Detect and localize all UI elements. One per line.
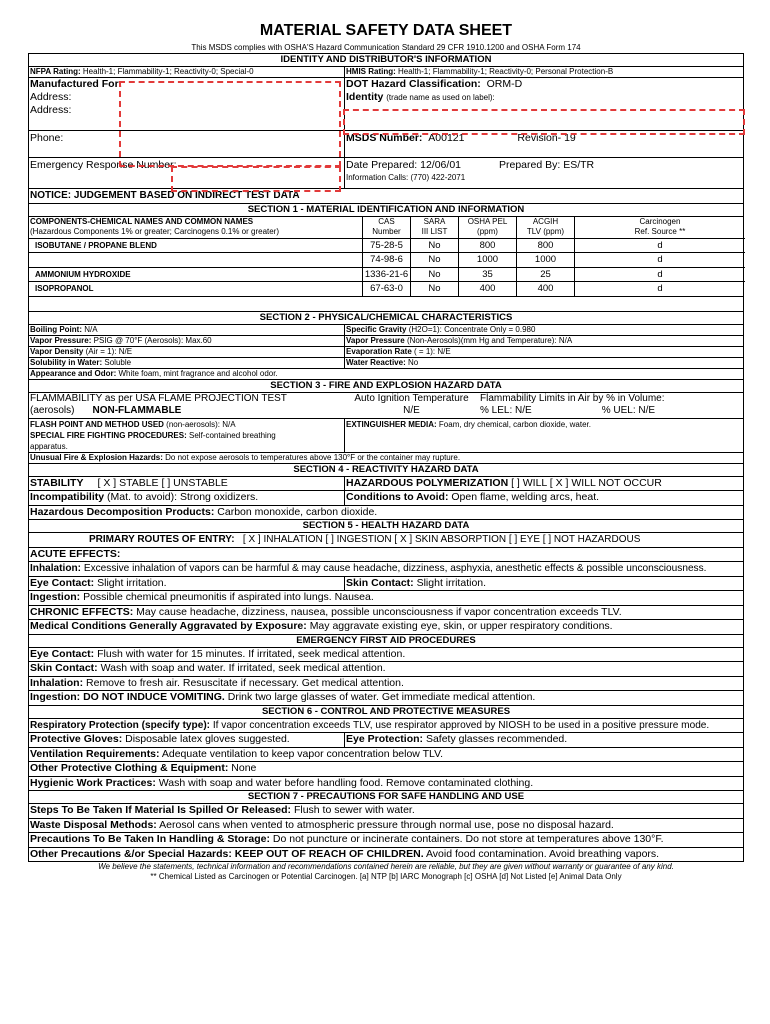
eye-protection-label: Eye Protection:	[346, 733, 424, 745]
fa-inhalation-label: Inhalation:	[30, 676, 84, 689]
osha-header: OSHA PEL	[467, 216, 508, 226]
acute-effects-label: ACUTE EFFECTS:	[30, 547, 121, 560]
gloves-value: Disposable latex gloves suggested.	[125, 733, 290, 745]
carcinogen-value: d	[575, 252, 745, 267]
address-label-1: Address:	[30, 91, 72, 103]
section3-header: SECTION 3 - FIRE AND EXPLOSION HAZARD DATA	[29, 380, 743, 393]
extinguisher-value: Foam, dry chemical, carbon dioxide, water.	[438, 419, 591, 429]
acgih-value: 1000	[517, 252, 574, 267]
hmis-rating	[344, 67, 743, 77]
emergency-number-field[interactable]	[171, 166, 341, 192]
vd-label: Vapor Density	[30, 346, 84, 356]
sff-value-2: apparatus.	[30, 441, 68, 451]
section5-header: SECTION 5 - HEALTH HAZARD DATA	[29, 520, 743, 533]
medical-conditions-label: Medical Conditions Generally Aggravated by Exposure:	[30, 620, 307, 632]
osha-value: 800	[459, 238, 516, 253]
components-subheader: (Hazardous Components 1% or greater; Carcinogens 0.1% or greater)	[30, 227, 280, 236]
disclaimer: We believe the statements, technical information and recommendations contained herein are reliable, but they are given without warranty or guarantee of any kind.	[98, 862, 674, 871]
carcinogen-header: Carcinogen	[639, 216, 681, 226]
other-precautions-value: Avoid food contamination. Avoid breathing vapors.	[425, 847, 660, 860]
revision: Revision- 19	[517, 132, 576, 144]
fa-skin-label: Skin Contact:	[30, 662, 98, 674]
stability-label: STABILITY	[30, 476, 84, 489]
chronic-label: CHRONIC EFFECTS:	[30, 605, 134, 618]
hygienic-label: Hygienic Work Practices:	[30, 776, 156, 789]
phone-label: Phone:	[30, 132, 64, 144]
components-table	[29, 217, 743, 297]
carcinogen-value: d	[575, 267, 745, 282]
flammability-label: FLAMMABILITY as per USA FLAME PROJECTION TEST	[30, 392, 287, 404]
wr-label: Water Reactive:	[346, 357, 406, 367]
acgih-header-2: TLV (ppm)	[526, 227, 565, 236]
section1-header: SECTION 1 - MATERIAL IDENTIFICATION AND INFORMATION	[29, 204, 743, 217]
sara-value: No	[411, 281, 458, 296]
extinguisher-label: EXTINGUISHER MEDIA:	[346, 419, 437, 429]
osha-value: 1000	[459, 252, 516, 267]
msds-number-label: MSDS Number:	[346, 132, 423, 144]
stability-value: [ X ] STABLE [ ] UNSTABLE	[97, 476, 228, 489]
ingestion-label: Ingestion:	[30, 591, 81, 603]
osha-value: 35	[459, 267, 516, 282]
osha-header-2: (ppm)	[477, 227, 498, 236]
identity-note: (trade name as used on label):	[386, 93, 495, 102]
fa-skin-value: Wash with soap and water. If irritated, seek medical attention.	[100, 662, 386, 674]
eye-contact-label: Eye Contact:	[30, 576, 95, 589]
respiratory-value: If vapor concentration exceeds TLV, use respirator approved by NIOSH to be used in a positive pressure mode.	[212, 719, 710, 731]
manufacturer-field[interactable]	[119, 81, 341, 167]
auto-ignition-value: N/E	[403, 405, 420, 416]
vp2-value: (Non-Aerosols)(mm Hg and Temperature): N/A	[406, 335, 573, 345]
ingestion-value: Possible chemical pneumonitis if aspirated into lungs. Nausea.	[83, 591, 374, 603]
ao-value: White foam, mint fragrance and alcohol odor.	[118, 368, 278, 378]
precautions-value: Do not puncture or incinerate containers. Do not store at temperatures above 130°F.	[272, 833, 664, 845]
fa-eye-value: Flush with water for 15 minutes. If irritated, seek medical attention.	[97, 647, 406, 660]
manufactured-for-label: Manufactured For:	[30, 78, 123, 90]
waste-label: Waste Disposal Methods:	[30, 818, 157, 831]
acgih-header: ACGIH	[532, 216, 559, 226]
fa-eye-label: Eye Contact:	[30, 647, 95, 660]
gloves-label: Protective Gloves:	[30, 733, 123, 745]
address-label-2: Address:	[30, 104, 72, 116]
nfpa-rating	[29, 67, 344, 77]
date-prepared: Date Prepared: 12/06/01	[346, 159, 461, 171]
sol-value: Soluble	[104, 357, 132, 367]
polymerization-label: HAZARDOUS POLYMERIZATION	[346, 476, 509, 489]
routes-label: PRIMARY ROUTES OF ENTRY:	[89, 534, 235, 545]
boiling-value: N/A	[84, 324, 98, 334]
spill-value: Flush to sewer with water.	[293, 804, 415, 816]
inhalation-value: Excessive inhalation of vapors can be harmful & may cause headache, dizziness, asphyxia, anesthetic effects & possible unconsciousness.	[83, 563, 707, 574]
document-subtitle: This MSDS complies with OSHA'S Hazard Communication Standard 29 CFR 1910.1200 and OSHA Form 174	[191, 43, 581, 52]
flash-value: (non-aerosols): N/A	[166, 419, 236, 429]
skin-contact-value: Slight irritation.	[416, 576, 487, 589]
lel-value: % LEL: N/E	[480, 405, 532, 416]
prepared-by: Prepared By: ES/TR	[499, 159, 595, 171]
section7-header: SECTION 7 - PRECAUTIONS FOR SAFE HANDLING AND USE	[29, 791, 743, 804]
ventilation-label: Ventilation Requirements:	[30, 747, 160, 760]
carcinogen-header-2: Ref. Source **	[634, 227, 686, 236]
info-calls: Information Calls: (770) 422-2071	[346, 173, 466, 182]
section6-header: SECTION 6 - CONTROL AND PROTECTIVE MEASURES	[29, 706, 743, 719]
fa-ingestion-label: Ingestion: DO NOT INDUCE VOMITING.	[30, 691, 225, 703]
decomposition-label: Hazardous Decomposition Products:	[30, 505, 215, 518]
form-table	[28, 53, 744, 862]
cas-value: 1336-21-6	[364, 268, 409, 280]
vp-value: PSIG @ 70°F (Aerosols): Max.60	[93, 335, 212, 345]
cas-value: 67-63-0	[363, 281, 410, 296]
conditions-value: Open flame, welding arcs, heat.	[451, 491, 600, 503]
sff-label: SPECIAL FIRE FIGHTING PROCEDURES:	[30, 430, 187, 440]
decomposition-value: Carbon monoxide, carbon dioxide.	[217, 505, 378, 518]
er-value: ( = 1): N/E	[414, 346, 451, 356]
nfpa-label: NFPA Rating:	[30, 67, 81, 76]
hmis-value: Health-1; Flammability-1; Reactivity-0; Personal Protection-B	[395, 67, 614, 76]
carcinogen-legend: ** Chemical Listed as Carcinogen or Potential Carcinogen. [a] NTP [b] IARC Monograph [c] OSHA [d] Not Listed [e] Animal Data Only	[150, 872, 622, 881]
identity-header: IDENTITY AND DISTRIBUTOR'S INFORMATION	[29, 54, 743, 67]
chronic-value: May cause headache, dizziness, nausea, possible unconsciousness if vapor concentration exceeds TLV.	[136, 605, 622, 618]
identity-field[interactable]	[343, 109, 745, 135]
dot-label: DOT Hazard Classification:	[346, 78, 481, 90]
incompatibility-value: (Mat. to avoid): Strong oxidizers.	[107, 491, 259, 503]
component-name: ISOPROPANOL	[29, 281, 362, 296]
conditions-label: Conditions to Avoid:	[346, 491, 449, 503]
eye-protection-value: Safety glasses recommended.	[425, 733, 568, 745]
sara-value: No	[411, 267, 458, 282]
sg-value: (H2O=1): Concentrate Only = 0.980	[408, 324, 536, 334]
first-aid-header: EMERGENCY FIRST AID PROCEDURES	[29, 635, 743, 648]
component-name	[29, 252, 362, 267]
vd-value: (Air = 1): N/E	[85, 346, 133, 356]
rating-row	[29, 67, 743, 78]
emergency-label: Emergency Response Number:	[30, 159, 177, 171]
er-label: Evaporation Rate	[346, 346, 412, 356]
hygienic-value: Wash with soap and water before handling food. Remove contaminated clothing.	[158, 776, 534, 789]
hmis-label: HMIS Rating:	[346, 67, 396, 76]
vp2-label: Vapor Pressure	[346, 335, 405, 345]
cas-header: CAS Number	[372, 216, 401, 236]
vp-label: Vapor Pressure:	[30, 335, 92, 345]
dot-value: ORM-D	[486, 78, 523, 90]
flash-label: FLASH POINT AND METHOD USED	[30, 419, 164, 429]
wr-value: No	[407, 357, 419, 367]
document-title: MATERIAL SAFETY DATA SHEET	[259, 22, 513, 39]
cas-value: 75-28-5	[363, 238, 410, 253]
acgih-value: 800	[517, 238, 574, 253]
inhalation-label: Inhalation:	[30, 563, 82, 574]
routes-value: [ X ] INHALATION [ ] INGESTION [ X ] SKIN ABSORPTION [ ] EYE [ ] NOT HAZARDOUS	[242, 534, 641, 545]
msds-number-value: A00121	[428, 132, 465, 144]
acgih-value: 25	[517, 267, 574, 282]
skin-contact-label: Skin Contact:	[346, 576, 414, 589]
unusual-value: Do not expose aerosols to temperatures above 130°F or the container may rupture.	[165, 452, 461, 462]
precautions-label: Precautions To Be Taken In Handling & Storage:	[30, 833, 270, 845]
component-name: AMMONIUM HYDROXIDE	[29, 267, 362, 282]
auto-ignition-label: Auto Ignition Temperature	[354, 392, 469, 404]
identity-label: Identity	[346, 91, 384, 103]
cas-value: 74-98-6	[363, 252, 410, 267]
boiling-label: Boiling Point:	[30, 324, 82, 334]
carcinogen-value: d	[575, 238, 745, 253]
fa-ingestion-value: Drink two large glasses of water. Get immediate medical attention.	[227, 691, 536, 703]
notice-row	[29, 189, 743, 204]
sg-label: Specific Gravity	[346, 324, 407, 334]
component-name: ISOBUTANE / PROPANE BLEND	[29, 238, 362, 253]
ventilation-value: Adequate ventilation to keep vapor concentration below TLV.	[161, 747, 444, 760]
other-protective-value: None	[231, 762, 257, 774]
waste-value: Aerosol cans when vented to atmospheric pressure through normal use, pose no disposal hazard.	[159, 818, 614, 831]
sara-value: No	[411, 238, 458, 253]
acgih-value: 400	[517, 281, 574, 296]
sol-label: Solubility in Water:	[30, 357, 103, 367]
flam-limits-label: Flammability Limits in Air by % in Volume:	[480, 392, 665, 404]
carcinogen-value: d	[575, 281, 745, 296]
uel-value: % UEL: N/E	[601, 405, 656, 416]
sara-header-2: III LIST	[421, 227, 448, 236]
fa-inhalation-value: Remove to fresh air. Resuscitate if necessary. Get medical attention.	[86, 676, 404, 689]
nfpa-value: Health-1; Flammability-1; Reactivity-0; Special-0	[80, 67, 254, 76]
ao-label: Appearance and Odor:	[30, 368, 117, 378]
incompatibility-label: Incompatibility	[30, 491, 105, 503]
respiratory-label: Respiratory Protection (specify type):	[30, 719, 211, 731]
notice: NOTICE: JUDGEMENT BASED ON INDIRECT TEST DATA	[30, 190, 300, 201]
section2-header: SECTION 2 - PHYSICAL/CHEMICAL CHARACTERISTICS	[29, 312, 743, 325]
components-header: COMPONENTS-CHEMICAL NAMES AND COMMON NAMES	[30, 216, 254, 226]
eye-contact-value: Slight irritation.	[97, 576, 167, 589]
osha-value: 400	[459, 281, 516, 296]
section4-header: SECTION 4 - REACTIVITY HAZARD DATA	[29, 464, 743, 477]
sara-header: SARA	[423, 216, 446, 226]
spill-label: Steps To Be Taken If Material Is Spilled Or Released:	[30, 804, 292, 816]
spacer-row	[29, 297, 743, 312]
other-precautions-label: Other Precautions &/or Special Hazards: KEEP OUT OF REACH OF CHILDREN.	[30, 847, 424, 860]
sara-value: No	[411, 252, 458, 267]
flammability-value: NON-FLAMMABLE	[92, 405, 182, 416]
medical-conditions-value: May aggravate existing eye, skin, or upper respiratory conditions.	[309, 620, 613, 632]
other-protective-label: Other Protective Clothing & Equipment:	[30, 762, 229, 774]
sff-value: Self-contained breathing	[189, 430, 276, 440]
polymerization-value: [ ] WILL [ X ] WILL NOT OCCUR	[511, 476, 662, 489]
unusual-label: Unusual Fire & Explosion Hazards:	[30, 452, 163, 462]
flammability-aerosols: (aerosols)	[30, 405, 75, 416]
